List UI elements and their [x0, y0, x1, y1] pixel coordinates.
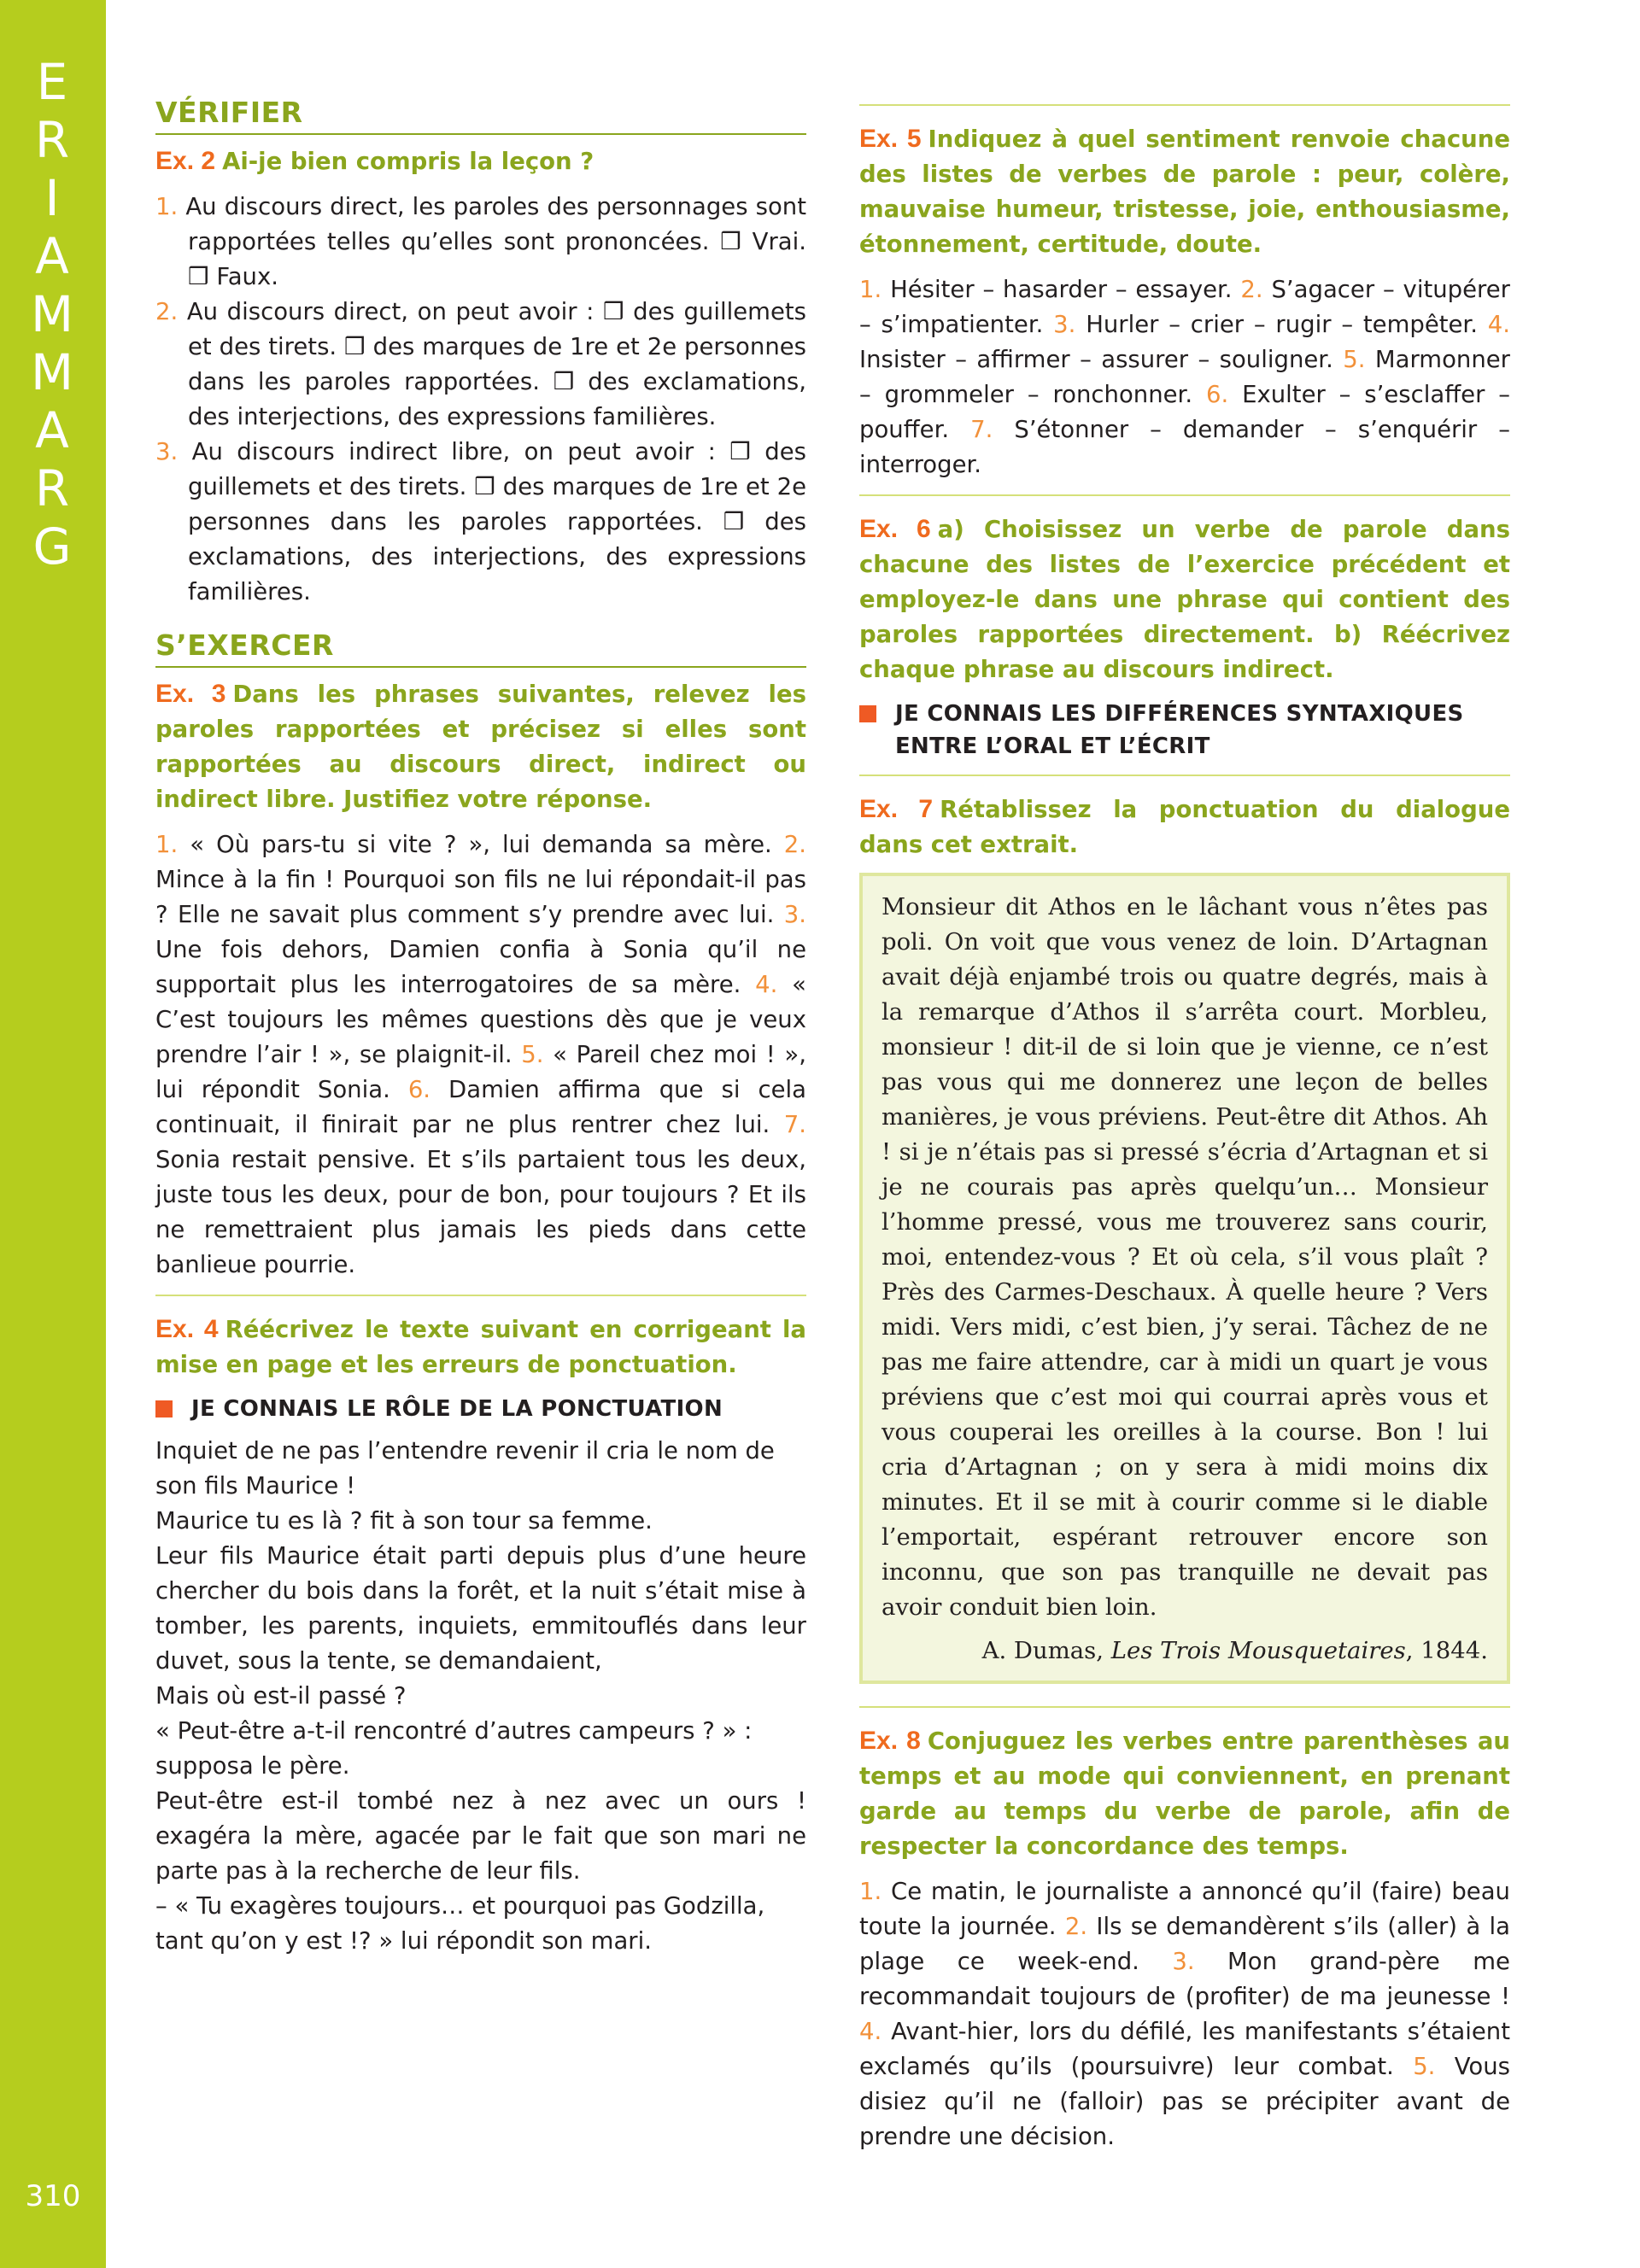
subheading-text: JE CONNAIS LE RÔLE DE LA PONCTUATION [191, 1396, 723, 1422]
section-heading-exercer: S’EXERCER [155, 618, 806, 668]
quote-text: Monsieur dit Athos en le lâchant vous n’êtes pas poli. On voit que vous venez de loin. D’Artagnan avait déjà enjambé trois ou quatre degrés, mais à la remarque d’Athos il s’arrêta court. Morbleu, monsieur ! dit-il de si loin que je vienne, ce n’est pas vous qui me donnerez une leçon de belles manières, je vous préviens. Peut-être dit Athos. Ah ! si je n’étais pas si pressé s’écria d’Artagnan et si je ne courais pas après quelqu’un… Monsieur l’homme pressé, vous me trouverez sans courir, moi, entendez-vous ? Et où cela, s’il vous plaît ? Près des Carmes-Deschaux. À quelle heure ? Vers midi. Vers midi, c’est bien, j’y serai. Tâchez de ne pas me faire attendre, car à midi un quart je vous préviens que c’est moi qui courrai après vous et vous couperai les oreilles à la course. Bon ! lui cria d’Artagnan ; on y sera à midi moins dix minutes. Et il se mit à courir comme si le diable l’emportait, espérant retrouver encore son inconnu, que son pas tranquille ne devait pas avoir conduit bien loin. [882, 893, 1488, 1621]
ex2-heading [155, 143, 806, 179]
segment-number: 2. [1064, 1913, 1088, 1940]
ex8-heading [859, 1723, 1510, 1864]
divider [859, 775, 1510, 776]
segment-text: « Où pars-tu si vite ? », lui demanda sa mère. [190, 831, 772, 858]
segment-number: 6. [1205, 381, 1229, 408]
ex3-number: Ex. 3 [155, 680, 226, 708]
ex2-number: Ex. 2 [155, 147, 216, 175]
item-text: Au discours direct, on peut avoir : ❒ des guillemets et des tirets. ❒ des marques de 1re et 2e personnes dans les paroles rapportées. ❒ des exclamations, des interjections, des expressions familières. [186, 298, 807, 430]
sidebar-letter: M [30, 285, 74, 343]
ex4-number: Ex. 4 [155, 1315, 219, 1343]
ex4-line: « Peut-être a-t-il rencontré d’autres campeurs ? » : supposa le père. [155, 1717, 753, 1780]
ex2-title: Ai-je bien compris la leçon ? [222, 148, 594, 175]
segment-number: 7. [783, 1111, 806, 1138]
sidebar-letter: I [44, 169, 60, 227]
segment-text: Mon grand-père me recommandait toujours de (profiter) de ma jeunesse ! [859, 1948, 1510, 2010]
ex4-line: Maurice tu es là ? fit à son tour sa femme. [155, 1507, 653, 1534]
segment-text: Hurler – crier – rugir – tempêter. [1086, 311, 1478, 338]
segment-text: Avant-hier, lors du défilé, les manifestants s’étaient exclamés qu’ils (poursuivre) leur combat. [859, 2018, 1510, 2080]
quote-source [882, 1634, 1488, 1669]
ex6-number: Ex. 6 [859, 515, 931, 543]
segment-text: « C’est toujours les mêmes questions dès que je veux prendre l’air ! », se plaignit-il. [155, 971, 806, 1068]
item-text: Au discours indirect libre, on peut avoir : ❒ des guillemets et des tirets. ❒ des marques de 1re et 2e personnes dans les paroles rapportées. ❒ des exclamations, des interjections, des expressions familières. [188, 438, 806, 605]
sidebar-title [22, 53, 82, 576]
ex4-line: Peut-être est-il tombé nez à nez avec un ours ! exagéra la mère, agacée par le fait que son mari ne parte pas à la recherche de leur fils. [155, 1787, 806, 1885]
segment-number: 7. [970, 416, 993, 443]
left-column [155, 85, 806, 1959]
ex4-body [155, 1434, 806, 1959]
section-heading-verifier: VÉRIFIER [155, 85, 806, 135]
segment-number: 3. [783, 901, 807, 928]
ex2-item [155, 190, 806, 295]
segment-number: 5. [1343, 346, 1366, 373]
right-column [859, 94, 1510, 2154]
ex8-title: Conjuguez les verbes entre parenthèses au temps et au mode qui conviennent, en prenant garde au temps du verbe de parole, afin de respecter la concordance des temps. [859, 1727, 1510, 1860]
segment-number: 2. [783, 831, 806, 858]
segment-text: S’agacer – vitupérer – s’impatienter. [859, 276, 1510, 338]
segment-text: Insister – affirmer – assurer – souligner. [859, 346, 1333, 373]
segment-number: 1. [155, 831, 179, 858]
square-bullet-icon [859, 705, 876, 722]
segment-text: Ce matin, le journaliste a annoncé qu’il (faire) beau toute la journée. [859, 1878, 1510, 1940]
ex2-item [155, 295, 806, 435]
ex3-title: Dans les phrases suivantes, relevez les paroles rapportées et précisez si elles sont rapportées au discours direct, indirect ou indirect libre. Justifiez votre réponse. [155, 681, 806, 813]
segment-text: « Pareil chez moi ! », lui répondit Sonia. [155, 1041, 806, 1103]
segment-text: S’étonner – demander – s’enquérir – interroger. [859, 416, 1510, 478]
sidebar-letter: G [32, 517, 72, 576]
ex4-subheading [155, 1393, 806, 1425]
segment-number: 4. [859, 2018, 882, 2045]
item-number: 2. [155, 298, 179, 325]
source-title: Les Trois Mousquetaires [1110, 1637, 1406, 1664]
ex7-number: Ex. 7 [859, 795, 934, 823]
sidebar-letter: M [30, 343, 74, 401]
quote-box [859, 873, 1510, 1684]
segment-text: Une fois dehors, Damien confia à Sonia qu’il ne supportait plus les interrogatoires de sa mère. [155, 936, 806, 998]
segment-number: 4. [1487, 311, 1511, 338]
ex3-body [155, 827, 806, 1283]
ex4-line: Mais où est-il passé ? [155, 1682, 407, 1710]
ex4-line: Leur fils Maurice était parti depuis plus d’une heure chercher du bois dans la forêt, et la nuit s’était mise à tomber, les parents, inquiets, emmitouflés dans leur duvet, sous la tente, se demandaient, [155, 1542, 806, 1675]
ex4-line: – « Tu exagères toujours… et pourquoi pas Godzilla, tant qu’on y est !? » lui répondit son mari. [155, 1892, 765, 1955]
ex2-item [155, 435, 806, 610]
segment-text: Marmonner – grommeler – ronchonner. [859, 346, 1510, 408]
segment-text: Mince à la fin ! Pourquoi son fils ne lui répondait-il pas ? Elle ne savait plus comment s’y prendre avec lui. [155, 866, 806, 928]
ex7-heading [859, 792, 1510, 862]
ex3-heading [155, 676, 806, 817]
ex5-number: Ex. 5 [859, 125, 922, 153]
ex5-title: Indiquez à quel sentiment renvoie chacune des listes de verbes de parole : peur, colère, mauvaise humeur, tristesse, joie, enthousiasme, étonnement, certitude, doute. [859, 126, 1510, 258]
segment-number: 4. [755, 971, 778, 998]
segment-text: Sonia restait pensive. Et s’ils partaient tous les deux, juste tous les deux, pour de bon, pour toujours ? Et ils ne remettraient plus jamais les pieds dans cette banlieue pourrie. [155, 1146, 806, 1278]
ex8-body [859, 1874, 1510, 2154]
ex4-line: Inquiet de ne pas l’entendre revenir il cria le nom de son fils Maurice ! [155, 1437, 775, 1499]
item-text: Au discours direct, les paroles des personnages sont rapportées telles qu’elles sont prononcées. ❒ Vrai. ❒ Faux. [185, 193, 806, 290]
segment-text: Exulter – s’esclaffer – pouffer. [859, 381, 1510, 443]
segment-number: 2. [1240, 276, 1263, 303]
sidebar-letter: E [36, 53, 68, 111]
divider [859, 104, 1510, 106]
segment-number: 5. [1413, 2053, 1436, 2080]
segment-number: 3. [1053, 311, 1076, 338]
source-author: A. Dumas, [981, 1637, 1104, 1664]
page-number: 310 [25, 2179, 81, 2213]
segment-number: 6. [407, 1076, 431, 1103]
segment-number: 5. [521, 1041, 544, 1068]
source-year: , 1844. [1405, 1637, 1488, 1664]
ex6-title: a) Choisissez un verbe de parole dans chacune des listes de l’exercice précédent et employez-le dans une phrase qui contient des paroles rapportées directement. b) Réécrivez chaque phrase au discours indirect. [859, 516, 1510, 683]
ex5-heading [859, 121, 1510, 262]
segment-number: 3. [1172, 1948, 1195, 1975]
segment-text: Damien affirma que si cela continuait, il finirait par ne plus rentrer chez lui. [155, 1076, 806, 1138]
ex4-heading [155, 1312, 806, 1382]
sidebar-letter: A [35, 227, 69, 285]
segment-number: 1. [859, 276, 882, 303]
sidebar-letter: R [34, 111, 70, 169]
divider [859, 1706, 1510, 1708]
segment-text: Ils se demandèrent s’ils (aller) à la plage ce week-end. [859, 1913, 1510, 1975]
ex8-number: Ex. 8 [859, 1727, 921, 1755]
sidebar-letter: R [34, 459, 70, 517]
sidebar-letter: A [35, 401, 69, 459]
sidebar-band [0, 0, 106, 2268]
segment-text: Hésiter – hasarder – essayer. [890, 276, 1233, 303]
ex7-title: Rétablissez la ponctuation du dialogue dans cet extrait. [859, 796, 1510, 858]
divider [859, 494, 1510, 496]
square-bullet-icon [155, 1400, 173, 1418]
ex6-heading [859, 511, 1510, 687]
divider [155, 1295, 806, 1296]
ex4-title: Réécrivez le texte suivant en corrigeant la mise en page et les erreurs de ponctuation. [155, 1316, 806, 1378]
segment-text: Vous disiez qu’il ne (falloir) pas se précipiter avant de prendre une décision. [859, 2053, 1510, 2150]
item-number: 3. [155, 438, 179, 465]
subheading-text: JE CONNAIS LES DIFFÉRENCES SYNTAXIQUES ENTRE L’ORAL ET L’ÉCRIT [895, 701, 1464, 759]
item-number: 1. [155, 193, 179, 220]
ex5-body [859, 272, 1510, 482]
ex2-body [155, 190, 806, 610]
ex6-subheading [859, 698, 1510, 763]
segment-number: 1. [859, 1878, 882, 1905]
